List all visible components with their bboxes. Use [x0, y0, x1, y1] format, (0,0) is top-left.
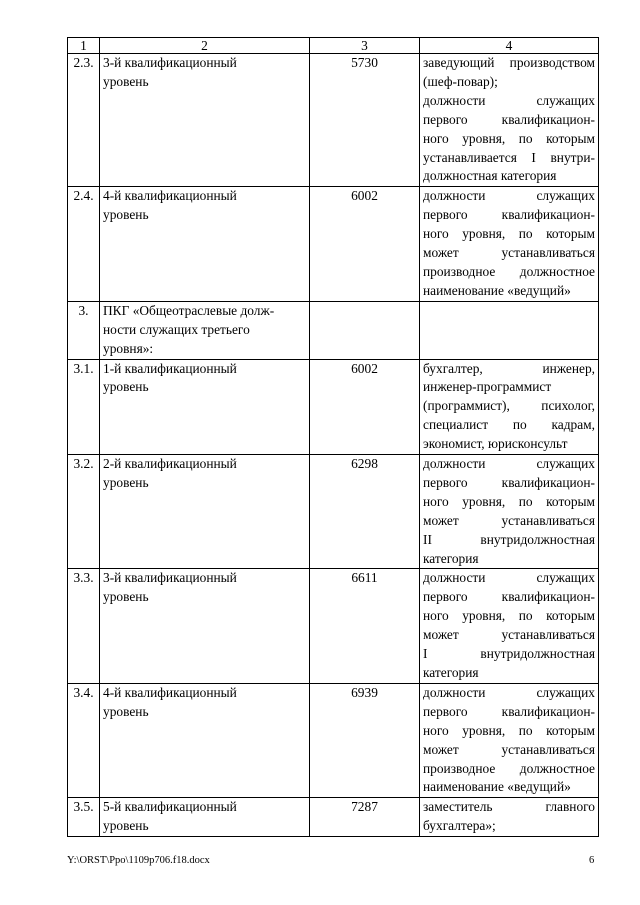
qualification-line: уровень: [103, 207, 149, 223]
qualification-level: [100, 359, 310, 455]
position-line: может устанавливаться: [423, 627, 595, 643]
position-line: первого квалификацион-: [423, 589, 595, 605]
salary-value: 5730: [310, 54, 420, 187]
position-line: должности служащих: [423, 456, 595, 472]
row-number: 3.: [68, 301, 100, 359]
position-line: производное должностное: [423, 263, 595, 279]
qualification-level: [100, 798, 310, 837]
header-cell: 4: [420, 38, 599, 54]
table-row: [68, 569, 599, 683]
qualification-line: 4-й квалификационный: [103, 188, 237, 204]
salary-value: 6611: [310, 569, 420, 683]
qualification-level: [100, 301, 310, 359]
header-cell: 2: [100, 38, 310, 54]
qualification-level: [100, 569, 310, 683]
salary-value: 6939: [310, 683, 420, 797]
position-line: может устанавливаться: [423, 741, 595, 757]
qualification-line: 4-й квалификационный: [103, 684, 237, 700]
position-line: первого квалификацион-: [423, 474, 595, 490]
qualification-line: уровень: [103, 818, 149, 834]
positions-cell: [420, 359, 599, 455]
position-line: наименование «ведущий»: [423, 282, 571, 298]
table-row: [68, 187, 599, 301]
positions-cell: [420, 187, 599, 301]
position-line: (программист), психолог,: [423, 398, 595, 414]
position-line: II внутридолжностная: [423, 531, 595, 547]
positions-cell: [420, 683, 599, 797]
position-line: категория: [423, 665, 479, 680]
row-number: 3.3.: [68, 569, 100, 683]
qualification-line: уровень: [103, 379, 149, 395]
position-line: бухгалтер, инженер,: [423, 360, 595, 376]
table-row: [68, 301, 599, 359]
row-number: 2.4.: [68, 187, 100, 301]
positions-cell: [420, 569, 599, 683]
qualification-line: 3-й квалификационный: [103, 570, 237, 586]
qualification-line: уровня»:: [103, 340, 154, 356]
row-number: 2.3.: [68, 54, 100, 187]
row-number: 3.2.: [68, 455, 100, 569]
salary-value: 6298: [310, 455, 420, 569]
qualification-line: ности служащих третьего: [103, 321, 250, 337]
table-row: [68, 798, 599, 837]
position-line: наименование «ведущий»: [423, 779, 571, 795]
position-line: ного уровня, по которым: [423, 130, 595, 146]
position-line: ного уровня, по которым: [423, 608, 595, 624]
qualification-level: [100, 683, 310, 797]
position-line: должности служащих: [423, 92, 595, 108]
position-line: инженер-программист: [423, 379, 552, 395]
qualification-line: 1-й квалификационный: [103, 360, 237, 376]
qualification-line: уровень: [103, 73, 149, 89]
position-line: может устанавливаться: [423, 245, 595, 261]
position-line: первого квалификацион-: [423, 703, 595, 719]
footer-file-path: Y:\ORST\Ppo\1109p706.f18.docx: [67, 855, 210, 866]
position-line: ного уровня, по которым: [423, 722, 595, 738]
positions-cell: [420, 301, 599, 359]
position-line: должности служащих: [423, 684, 595, 700]
row-number: 3.5.: [68, 798, 100, 837]
position-line: ного уровня, по которым: [423, 226, 595, 242]
position-line: должностная категория: [423, 168, 557, 184]
position-line: должности служащих: [423, 570, 595, 586]
position-line: бухгалтера»;: [423, 818, 496, 834]
table-row: [68, 455, 599, 569]
qualification-line: ПКГ «Общеотраслевые долж-: [103, 302, 275, 318]
positions-cell: [420, 798, 599, 837]
qualification-level: [100, 455, 310, 569]
header-cell: 3: [310, 38, 420, 54]
footer-page-number: 6: [589, 855, 595, 866]
table-row: [68, 359, 599, 455]
qualification-line: 5-й квалификационный: [103, 799, 237, 815]
position-line: специалист по кадрам,: [423, 417, 595, 433]
table-header-row: [68, 38, 599, 54]
qualification-line: 2-й квалификационный: [103, 456, 237, 472]
salary-table: [67, 37, 599, 837]
position-line: первого квалификацион-: [423, 111, 595, 127]
position-line: I внутридолжностная: [423, 646, 595, 662]
position-line: заместитель главного: [423, 799, 595, 815]
qualification-line: 3-й квалификационный: [103, 55, 237, 70]
salary-value: 6002: [310, 359, 420, 455]
position-line: экономист, юрисконсульт: [423, 436, 568, 452]
position-line: категория: [423, 550, 479, 566]
qualification-line: уровень: [103, 703, 149, 719]
table-row: [68, 683, 599, 797]
position-line: устанавливается I внутри-: [423, 149, 595, 165]
position-line: заведующий производством: [423, 55, 595, 70]
position-line: первого квалификацион-: [423, 207, 595, 223]
position-line: должности служащих: [423, 188, 595, 204]
qualification-level: [100, 187, 310, 301]
position-line: (шеф-повар);: [423, 73, 498, 89]
qualification-level: [100, 54, 310, 187]
salary-value: 7287: [310, 798, 420, 837]
position-line: может устанавливаться: [423, 512, 595, 528]
row-number: 3.1.: [68, 359, 100, 455]
salary-value: 6002: [310, 187, 420, 301]
header-cell: 1: [68, 38, 100, 54]
salary-value: [310, 301, 420, 359]
position-line: ного уровня, по которым: [423, 493, 595, 509]
positions-cell: [420, 455, 599, 569]
qualification-line: уровень: [103, 589, 149, 605]
position-line: производное должностное: [423, 760, 595, 776]
qualification-line: уровень: [103, 474, 149, 490]
table-row: [68, 54, 599, 187]
positions-cell: [420, 54, 599, 187]
row-number: 3.4.: [68, 683, 100, 797]
